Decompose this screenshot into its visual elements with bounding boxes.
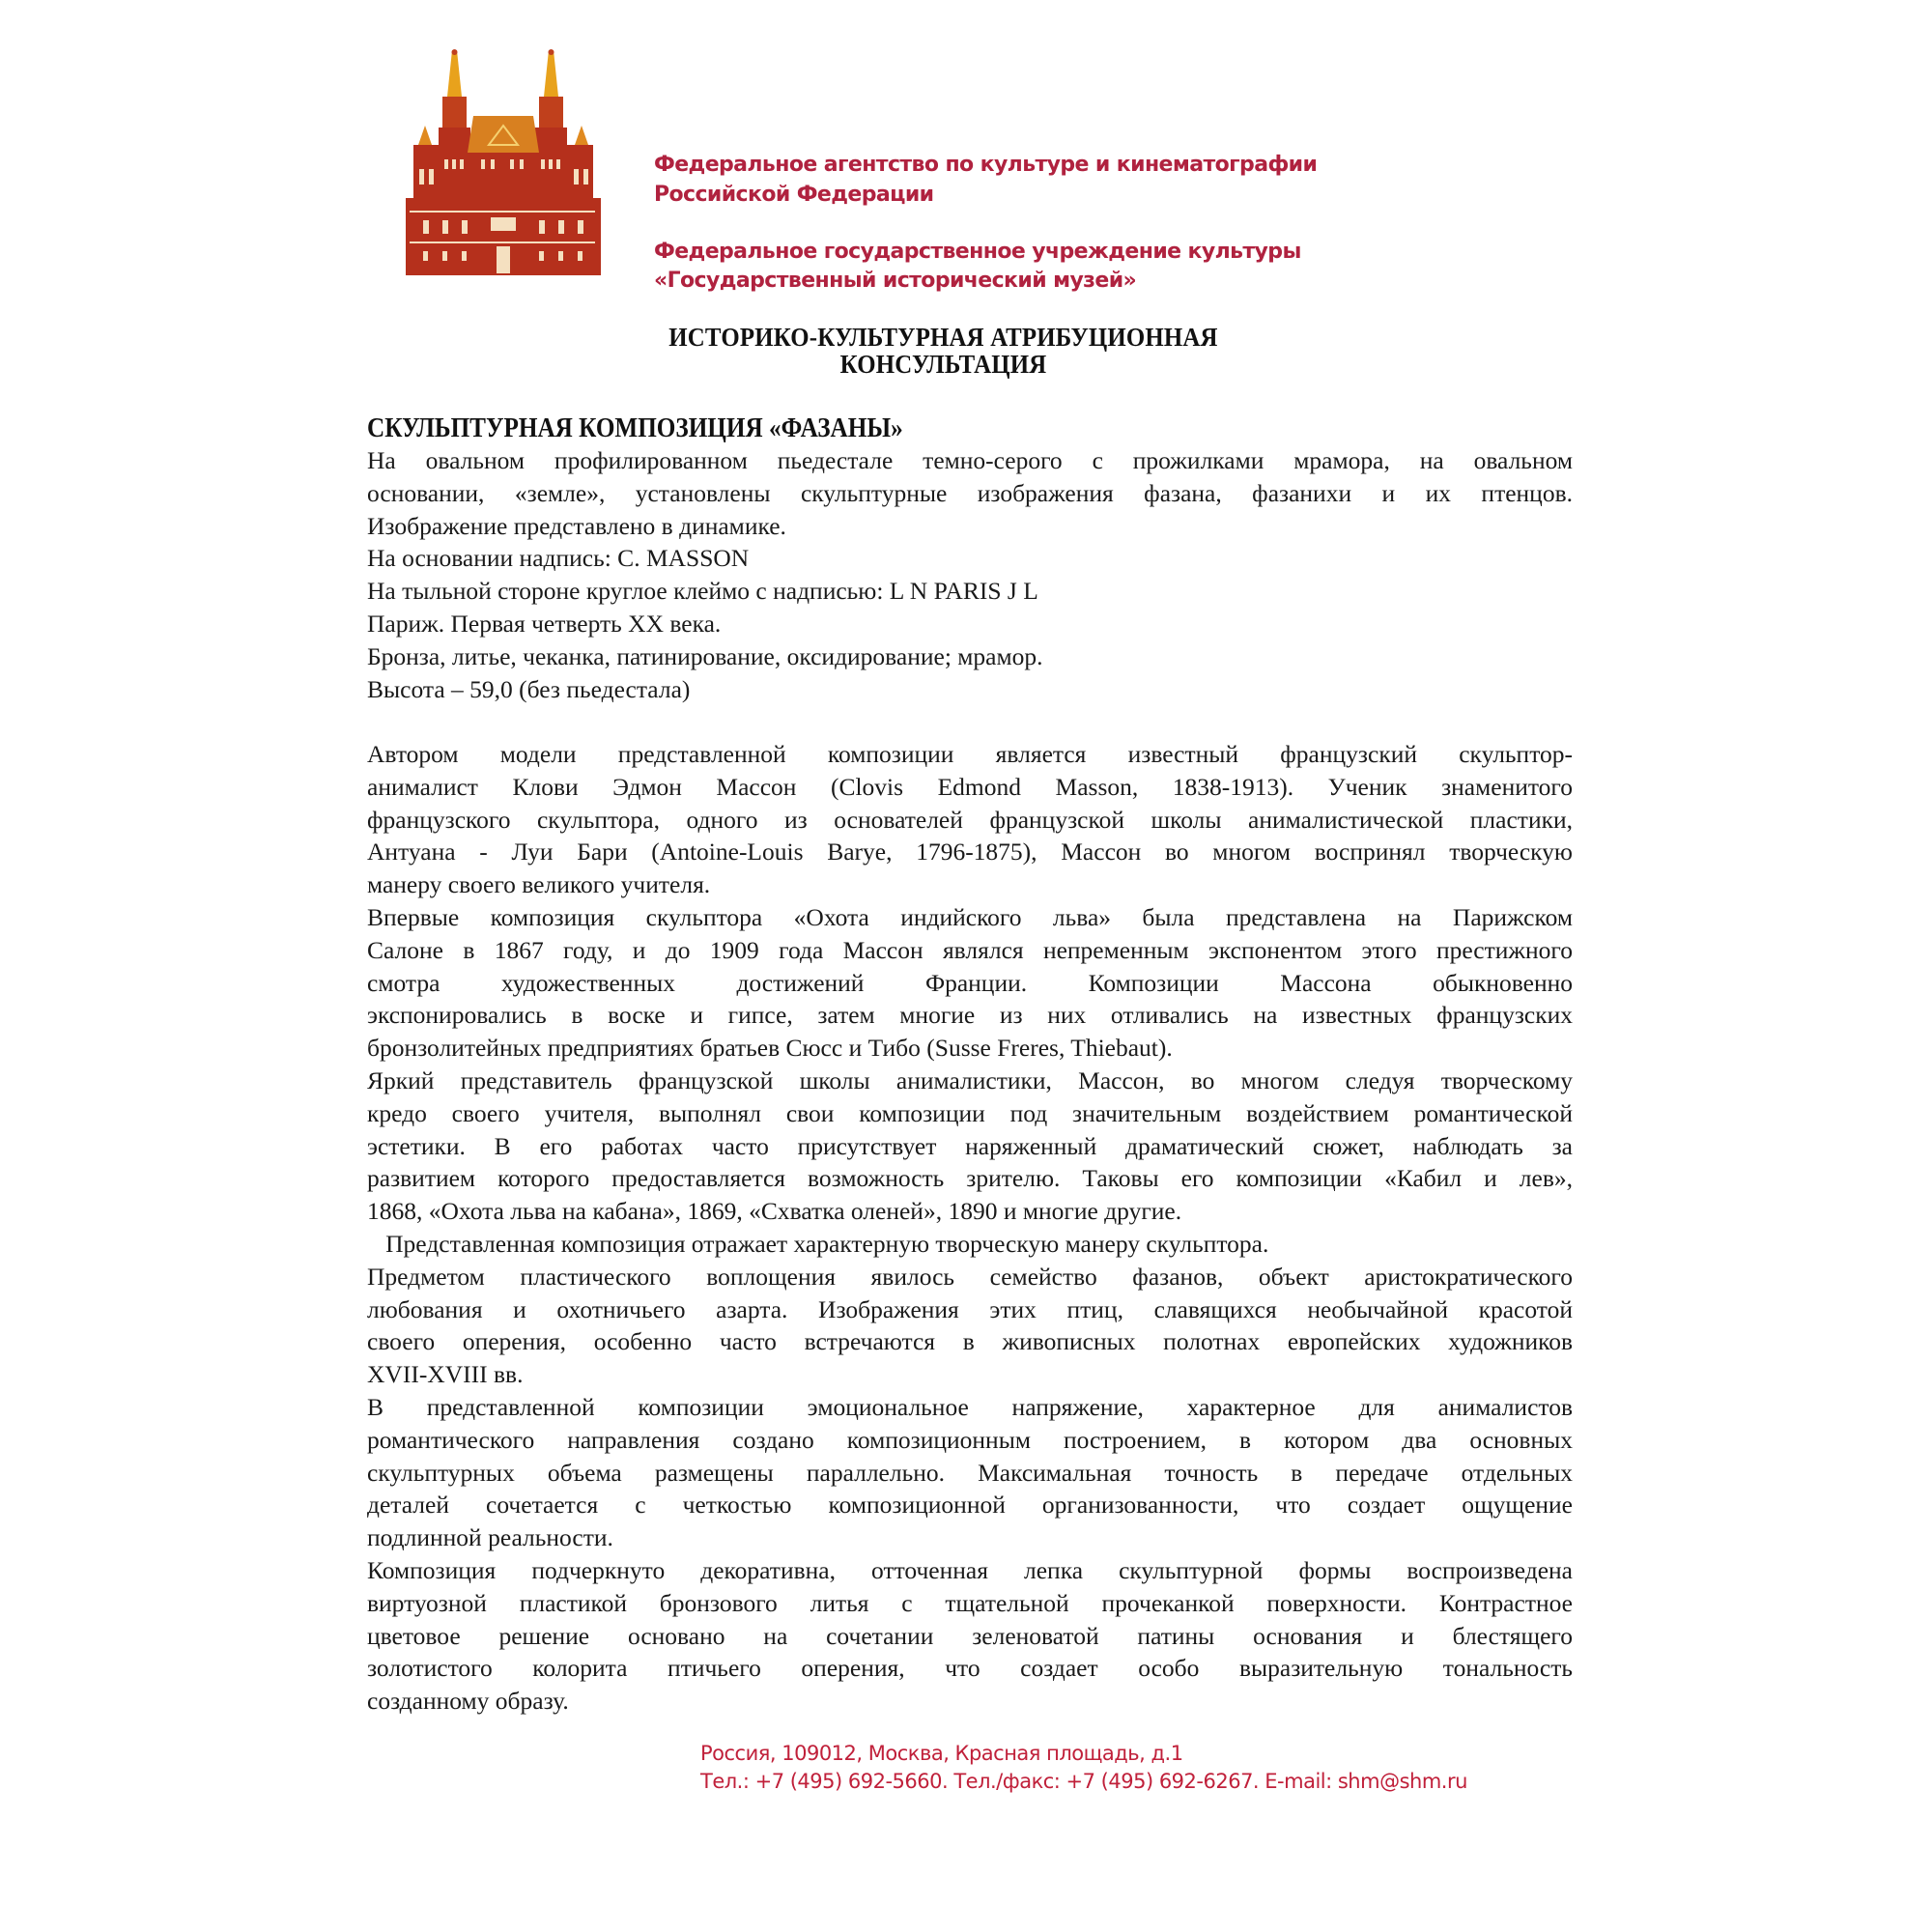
paragraph-line: Автором модели представленной композиции является известный французский скульптор- xyxy=(367,740,1573,768)
paragraph-line: Представленная композиция отражает характерную творческую манеру скульптора. xyxy=(367,1229,1269,1258)
paragraph-line: скульптурных объема размещены параллельно. Максимальная точность в передаче отдельных xyxy=(367,1458,1573,1487)
paragraph-line: Антуана - Луи Бари (Antoine-Louis Barye, 1796-1875), Массон во многом воспринял творческую xyxy=(367,838,1573,867)
paragraph-line: Композиция подчеркнуто декоративна, отточенная лепка скульптурной формы воспроизведена xyxy=(367,1555,1573,1584)
org-institution-line: Федеральное государственное учреждение культуры xyxy=(654,240,1301,264)
document-title-line-2: КОНСУЛЬТАЦИЯ xyxy=(839,350,1047,379)
footer-contacts: Тел.: +7 (495) 692-5660. Тел./факс: +7 (495) 692-6267. E-mail: shm@shm.ru xyxy=(700,1770,1467,1793)
paragraph-line: деталей сочетается с четкостью композиционной организованности, что создает ощущение xyxy=(367,1491,1573,1520)
paragraph-line: созданному образу. xyxy=(367,1687,569,1716)
paragraph-line: Впервые композиция скульптора «Охота индийского льва» была представлена на Парижском xyxy=(367,902,1573,931)
paragraph-line: эстетики. В его работах часто присутствует наряженный драматический сюжет, наблюдать за xyxy=(367,1131,1573,1160)
historical-museum-logo-icon xyxy=(404,48,603,278)
footer-address: Россия, 109012, Москва, Красная площадь, д.1 xyxy=(700,1742,1183,1765)
paragraph-line: В представленной композиции эмоциональное напряжение, характерное для анималистов xyxy=(367,1392,1573,1421)
description-line: основании, «земле», установлены скульптурные изображения фазана, фазанихи и их птенцов. xyxy=(367,478,1573,507)
paragraph xyxy=(367,738,1573,901)
paragraph-line: Салоне в 1867 году, и до 1909 года Массон являлся непременным экспонентом этого престижного xyxy=(367,935,1573,964)
object-heading: СКУЛЬПТУРНАЯ КОМПОЗИЦИЯ «ФАЗАНЫ» xyxy=(367,413,903,443)
paragraph-line: цветовое решение основано на сочетании зеленоватой патины основания и блестящего xyxy=(367,1621,1573,1650)
paragraph-line: Яркий представитель французской школы анималистики, Массон, во многом следуя творческому xyxy=(367,1065,1573,1094)
description-line: Высота – 59,0 (без пьедестала) xyxy=(367,674,691,703)
paragraph-line: виртуозной пластикой бронзового литья с тщательной прочеканкой поверхности. Контрастное xyxy=(367,1588,1573,1617)
paragraph-line: манеру своего великого учителя. xyxy=(367,870,711,899)
description-line: Изображение представлено в динамике. xyxy=(367,511,786,540)
paragraph xyxy=(367,1228,1573,1261)
paragraph xyxy=(367,901,1573,1065)
description-line: На тыльной стороне круглое клеймо с надписью: L N PARIS J L xyxy=(367,577,1038,606)
paragraph-line: бронзолитейных предприятиях братьев Сюсс и Тибо (Susse Freres, Thiebaut). xyxy=(367,1034,1173,1063)
paragraph-line: экспонировались в воске и гипсе, затем многие из них отливались на известных французских xyxy=(367,1001,1573,1030)
paragraph xyxy=(367,1391,1573,1554)
paragraph xyxy=(367,1261,1573,1391)
description-line: Париж. Первая четверть XX века. xyxy=(367,609,722,638)
paragraph-line: подлинной реальности. xyxy=(367,1523,613,1552)
paragraph-line: романтического направления создано композиционным построением, в котором два основных xyxy=(367,1425,1573,1454)
paragraph-line: французского скульптора, одного из основателей французской школы анималистической пластики, xyxy=(367,805,1573,834)
org-country-line: Российской Федерации xyxy=(654,183,934,207)
attribution-text xyxy=(367,738,1573,1718)
paragraph xyxy=(367,1065,1573,1228)
description-line: На овальном профилированном пьедестале темно-серого с прожилками мрамора, на овальном xyxy=(367,446,1573,474)
description-line: На основании надпись: C. MASSON xyxy=(367,544,750,573)
org-agency-line: Федеральное агентство по культуре и кинематографии xyxy=(654,153,1318,177)
paragraph xyxy=(367,1554,1573,1718)
paragraph-line: 1868, «Охота льва на кабана», 1869, «Схватка оленей», 1890 и многие другие. xyxy=(367,1197,1182,1226)
paragraph-line: смотра художественных достижений Франции. Композиции Массона обыкновенно xyxy=(367,968,1573,997)
paragraph-line: любования и охотничьего азарта. Изображения этих птиц, славящихся необычайной красотой xyxy=(367,1294,1573,1323)
paragraph-line: кредо своего учителя, выполнял свои композиции под значительным воздействием романтической xyxy=(367,1098,1573,1127)
paragraph-line: золотистого колорита птичьего оперения, что создает особо выразительную тональность xyxy=(367,1654,1573,1683)
paragraph-line: развитием которого предоставляется возможность зрителю. Таковы его композиции «Кабил и лев», xyxy=(367,1164,1573,1193)
paragraph-line: Предметом пластического воплощения явилось семейство фазанов, объект аристократического xyxy=(367,1262,1573,1291)
description-line: Бронза, литье, чеканка, патинирование, оксидирование; мрамор. xyxy=(367,641,1043,670)
paragraph-line: своего оперения, особенно часто встречаются в живописных полотнах европейских художников xyxy=(367,1327,1573,1356)
org-museum-name-line: «Государственный исторический музей» xyxy=(654,269,1137,293)
paragraph-line: анималист Клови Эдмон Массон (Clovis Edmond Masson, 1838-1913). Ученик знаменитого xyxy=(367,772,1573,801)
object-description xyxy=(367,444,1573,705)
document-title-line-1: ИСТОРИКО-КУЛЬТУРНАЯ АТРИБУЦИОННАЯ xyxy=(668,323,1218,352)
paragraph-line: XVII-XVIII вв. xyxy=(367,1360,524,1389)
